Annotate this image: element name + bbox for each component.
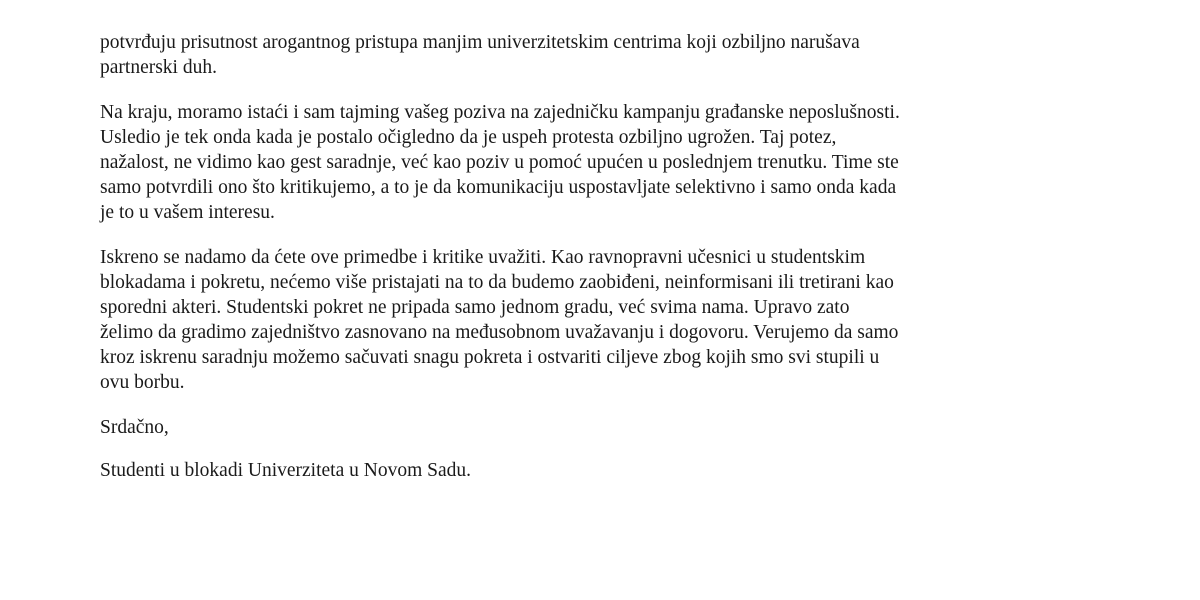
signature-line: Studenti u blokadi Univerziteta u Novom Sadu. — [100, 460, 471, 481]
paragraph-line: partnerski duh. — [100, 57, 217, 78]
paragraph-line: blokadama i pokretu, nećemo više pristajati na to da budemo zaobiđeni, neinformisani ili tretirani kao — [100, 272, 894, 293]
closing-salutation: Srdačno, — [100, 417, 169, 438]
paragraph-line: kroz iskrenu saradnju možemo sačuvati snagu pokreta i ostvariti ciljeve zbog kojih smo svi stupili u — [100, 347, 880, 368]
paragraph-3 — [100, 245, 1140, 395]
paragraph-1 — [100, 30, 1140, 80]
paragraph-line: želimo da gradimo zajedništvo zasnovano na međusobnom uvažavanju i dogovoru. Verujemo da samo — [100, 322, 899, 343]
paragraph-line: sporedni akteri. Studentski pokret ne pripada samo jednom gradu, već svima nama. Upravo zato — [100, 297, 850, 318]
paragraph-line: ovu borbu. — [100, 372, 185, 393]
letter-body — [100, 30, 1140, 483]
paragraph-line: Iskreno se nadamo da ćete ove primedbe i kritike uvažiti. Kao ravnopravni učesnici u studentskim — [100, 247, 866, 268]
paragraph-line: Usledio je tek onda kada je postalo očigledno da je uspeh protesta ozbiljno ugrožen. Taj potez, — [100, 127, 837, 148]
paragraph-line: je to u vašem interesu. — [100, 202, 275, 223]
paragraph-line: potvrđuju prisutnost arogantnog pristupa manjim univerzitetskim centrima koji ozbiljno narušava — [100, 32, 860, 53]
paragraph-line: samo potvrdili ono što kritikujemo, a to je da komunikaciju uspostavljate selektivno i samo onda kada — [100, 177, 897, 198]
paragraph-2 — [100, 100, 1140, 225]
paragraph-line: nažalost, ne vidimo kao gest saradnje, već kao poziv u pomoć upućen u poslednjem trenutku. Time ste — [100, 152, 899, 173]
paragraph-line: Na kraju, moramo istaći i sam tajming vašeg poziva na zajedničku kampanju građanske neposlušnosti. — [100, 102, 900, 123]
